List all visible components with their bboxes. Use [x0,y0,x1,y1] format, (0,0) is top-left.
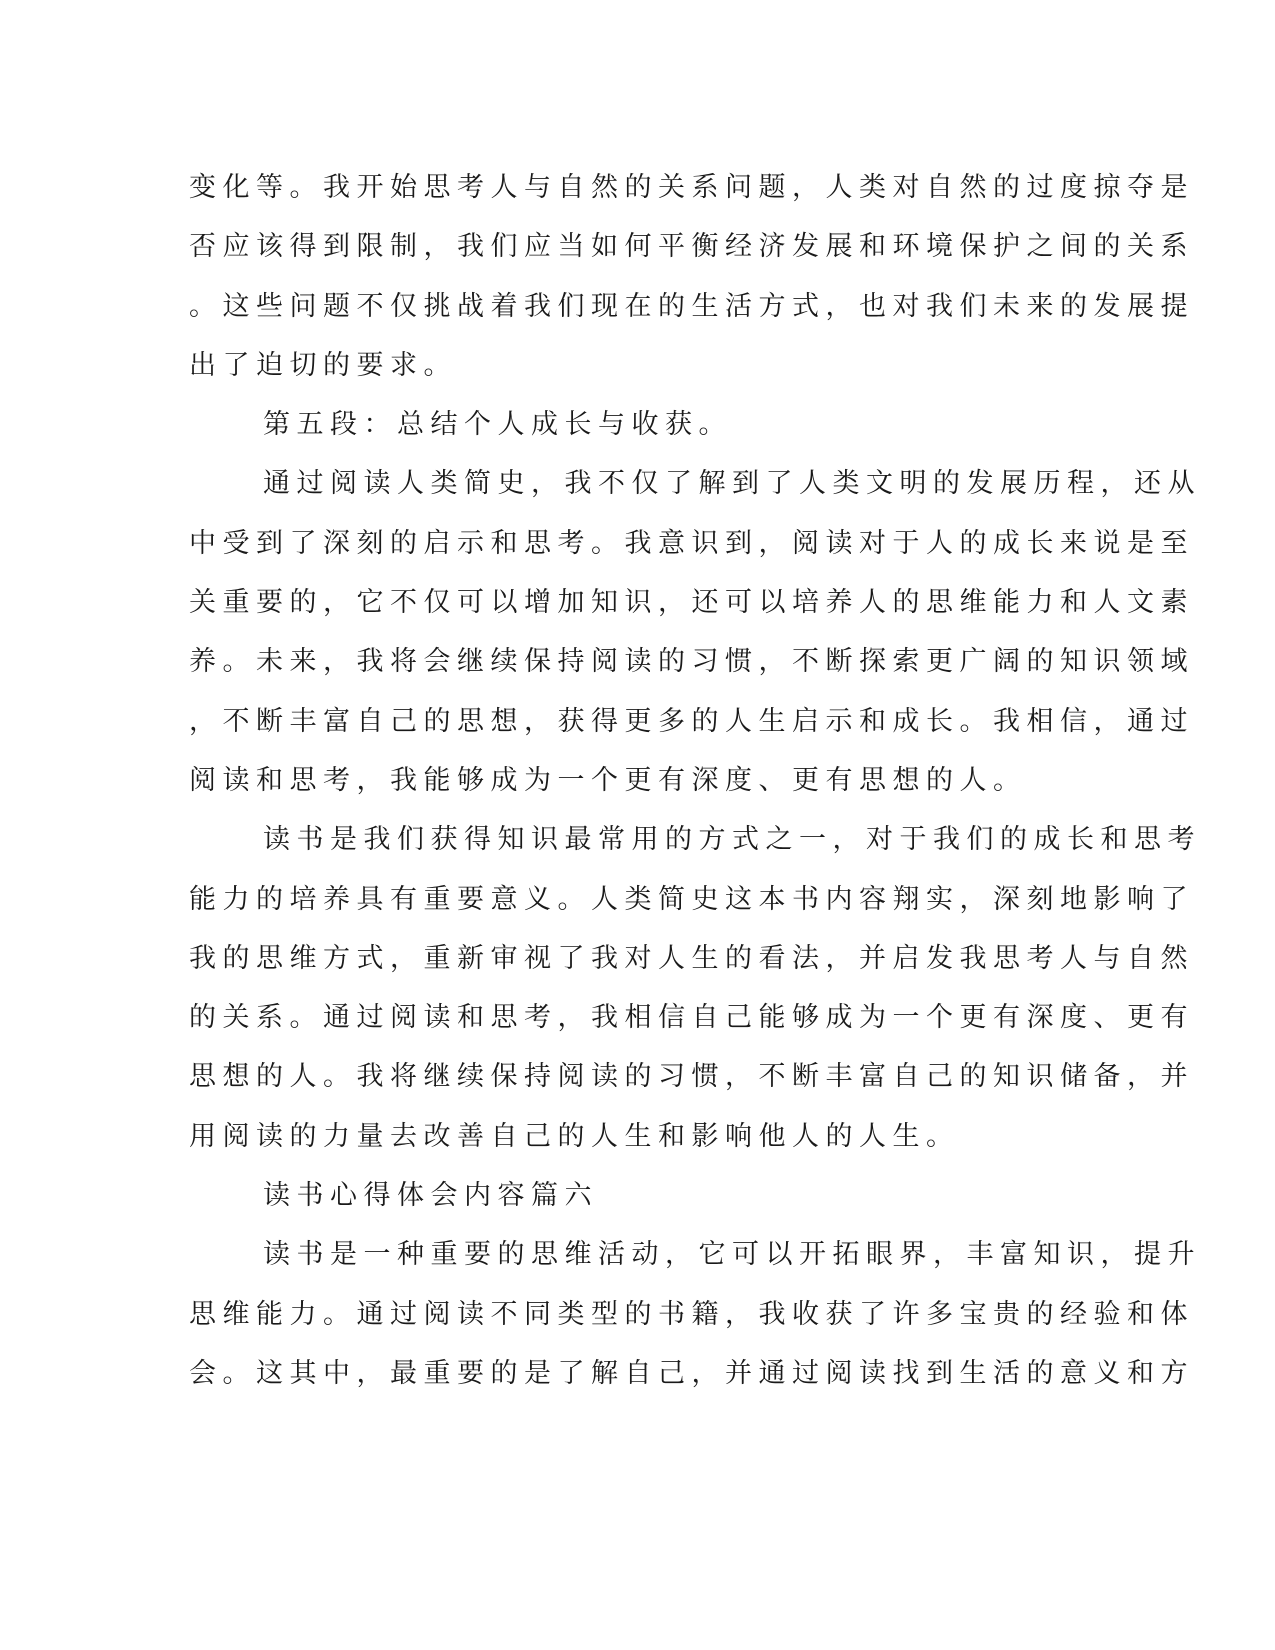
text-line: 思维能力。通过阅读不同类型的书籍，我收获了许多宝贵的经验和体 [189,1298,1194,1330]
text-line: 。这些问题不仅挑战着我们现在的生活方式，也对我们未来的发展提 [189,290,1194,322]
text-line: 中受到了深刻的启示和思考。我意识到，阅读对于人的成长来说是至 [189,527,1194,559]
body-text [189,158,1201,1403]
text-line: 关重要的，它不仅可以增加知识，还可以培养人的思维能力和人文素 [189,587,1194,619]
text-line: 出了迫切的要求。 [189,349,457,381]
text-line: 养。未来，我将会继续保持阅读的习惯，不断探索更广阔的知识领域 [189,646,1194,678]
text-line: 否应该得到限制，我们应当如何平衡经济发展和环境保护之间的关系 [189,231,1194,263]
text-line: 用阅读的力量去改善自己的人生和影响他人的人生。 [189,1120,960,1152]
text-line: 会。这其中，最重要的是了解自己，并通过阅读找到生活的意义和方 [189,1357,1194,1389]
section-heading: 读书心得体会内容篇六 [263,1180,598,1212]
text-line: 能力的培养具有重要意义。人类简史这本书内容翔实，深刻地影响了 [189,883,1194,915]
text-line: 我的思维方式，重新审视了我对人生的看法，并启发我思考人与自然 [189,942,1194,974]
text-line: 阅读和思考，我能够成为一个更有深度、更有思想的人。 [189,764,1027,796]
text-line: 的关系。通过阅读和思考，我相信自己能够成为一个更有深度、更有 [189,1002,1194,1034]
section-heading: 第五段：总结个人成长与收获。 [263,409,732,441]
text-line: 思想的人。我将继续保持阅读的习惯，不断丰富自己的知识储备，并 [189,1061,1194,1093]
paragraph-start-line: 读书是我们获得知识最常用的方式之一，对于我们的成长和思考 [263,824,1201,856]
paragraph-start-line: 通过阅读人类简史，我不仅了解到了人类文明的发展历程，还从 [263,468,1201,500]
paragraph-start-line: 读书是一种重要的思维活动，它可以开拓眼界，丰富知识，提升 [263,1239,1201,1271]
text-line: ，不断丰富自己的思想，获得更多的人生启示和成长。我相信，通过 [189,705,1194,737]
text-line: 变化等。我开始思考人与自然的关系问题，人类对自然的过度掠夺是 [189,172,1194,203]
